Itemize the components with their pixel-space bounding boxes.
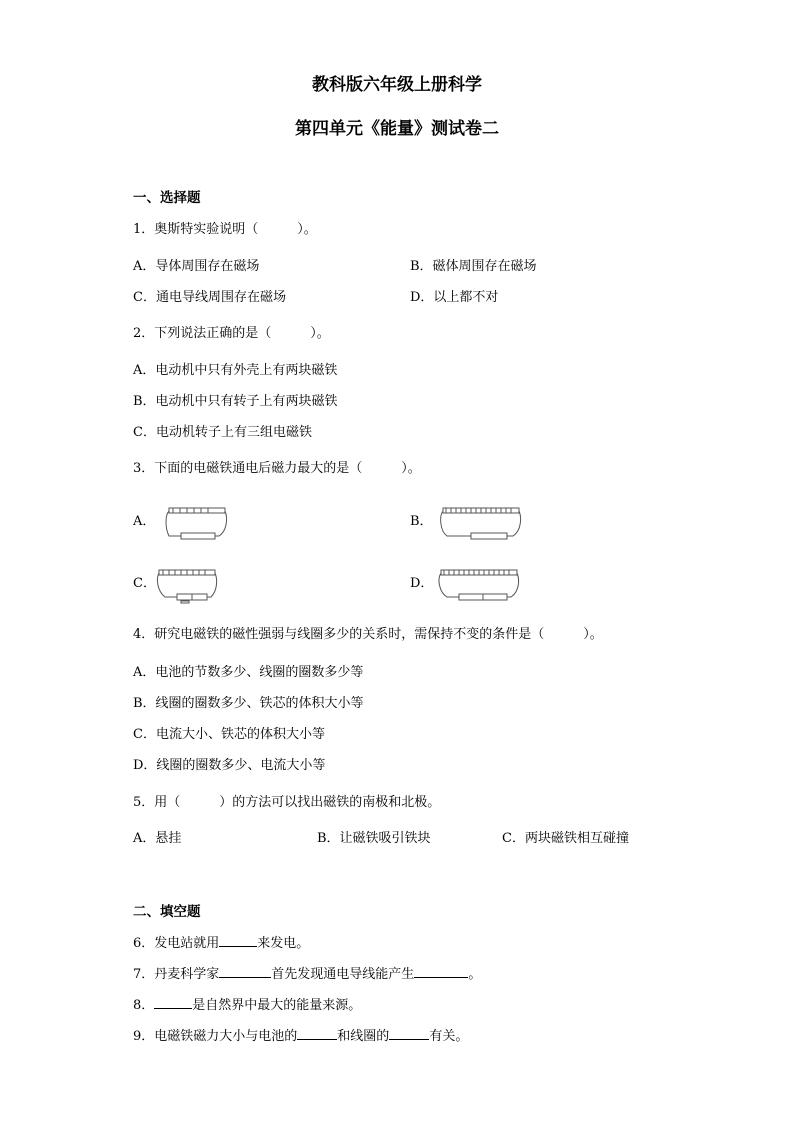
- question-number: 1．: [133, 222, 155, 237]
- question-stem: 研究电磁铁的磁性强弱与线圈多少的关系时，需保持不变的条件是（ ）。: [154, 627, 603, 642]
- option-2a[interactable]: A．电动机中只有外壳上有两块磁铁: [133, 363, 338, 378]
- question-text: 。: [468, 967, 482, 982]
- answer-blank[interactable]: [154, 996, 192, 1009]
- option-4d[interactable]: D．线圈的圈数多少、电流大小等: [133, 758, 326, 773]
- question-text: 丹麦科学家: [154, 967, 220, 982]
- answer-blank[interactable]: [219, 934, 257, 947]
- question-number: 5．: [133, 795, 155, 810]
- answer-blank[interactable]: [414, 965, 468, 978]
- question-4: [133, 623, 603, 642]
- option-1c[interactable]: C．通电导线周围存在磁场: [133, 290, 286, 305]
- option-3a[interactable]: A．: [133, 514, 156, 529]
- question-5: [133, 791, 440, 810]
- electromagnet-circuit-a-image: [163, 503, 229, 543]
- question-text: 发电站就用: [154, 936, 220, 951]
- question-6: [133, 932, 309, 951]
- question-stem: 用（ ）的方法可以找出磁铁的南极和北极。: [154, 795, 441, 810]
- option-2b[interactable]: B．电动机中只有转子上有两块磁铁: [133, 394, 338, 409]
- question-8: [133, 994, 361, 1013]
- question-stem: 下列说法正确的是（ ）。: [154, 326, 330, 341]
- option-5b[interactable]: B．让磁铁吸引铁块: [317, 831, 431, 846]
- page-title: 教科版六年级上册科学: [312, 75, 482, 95]
- question-number: 3．: [133, 461, 155, 476]
- page-subtitle: 第四单元《能量》测试卷二: [295, 119, 499, 139]
- question-2: [133, 322, 330, 341]
- question-number: 4．: [133, 627, 155, 642]
- answer-blank[interactable]: [297, 1027, 337, 1040]
- question-text: 是自然界中最大的能量来源。: [192, 998, 362, 1013]
- question-stem: 奥斯特实验说明（ ）。: [154, 222, 317, 237]
- option-4a[interactable]: A．电池的节数多少、线圈的圈数多少等: [133, 665, 364, 680]
- option-3d[interactable]: D．: [410, 576, 434, 591]
- question-text: 有关。: [429, 1029, 469, 1044]
- option-5a[interactable]: A．悬挂: [133, 831, 182, 846]
- question-text: 来发电。: [257, 936, 310, 951]
- question-1: [133, 218, 317, 237]
- section-fill-heading: 二、填空题: [133, 904, 201, 920]
- question-7: [133, 963, 481, 982]
- question-stem: 下面的电磁铁通电后磁力最大的是（ ）。: [154, 461, 421, 476]
- electromagnet-circuit-c-image: [155, 565, 221, 605]
- option-2c[interactable]: C．电动机转子上有三组电磁铁: [133, 425, 312, 440]
- option-5c[interactable]: C．两块磁铁相互碰撞: [502, 831, 629, 846]
- question-3: [133, 457, 421, 476]
- section-choice-heading: 一、选择题: [133, 190, 201, 206]
- question-text: 首先发现通电导线能产生: [271, 967, 415, 982]
- question-number: 7．: [133, 967, 155, 982]
- option-1d[interactable]: D．以上都不对: [410, 290, 499, 305]
- option-3b[interactable]: B．: [410, 514, 433, 529]
- option-4c[interactable]: C．电流大小、铁芯的体积大小等: [133, 727, 325, 742]
- option-4b[interactable]: B．线圈的圈数多少、铁芯的体积大小等: [133, 696, 364, 711]
- answer-blank[interactable]: [389, 1027, 429, 1040]
- question-number: 9．: [133, 1029, 155, 1044]
- question-number: 8．: [133, 998, 155, 1013]
- question-text: 电磁铁磁力大小与电池的: [154, 1029, 298, 1044]
- option-3c[interactable]: C．: [133, 576, 156, 591]
- question-text: 和线圈的: [337, 1029, 390, 1044]
- electromagnet-circuit-b-image: [437, 503, 523, 543]
- question-number: 6．: [133, 936, 155, 951]
- option-1a[interactable]: A．导体周围存在磁场: [133, 259, 260, 274]
- question-9: [133, 1025, 468, 1044]
- electromagnet-circuit-d-image: [435, 565, 521, 605]
- option-1b[interactable]: B．磁体周围存在磁场: [410, 259, 537, 274]
- question-number: 2．: [133, 326, 155, 341]
- answer-blank[interactable]: [219, 965, 271, 978]
